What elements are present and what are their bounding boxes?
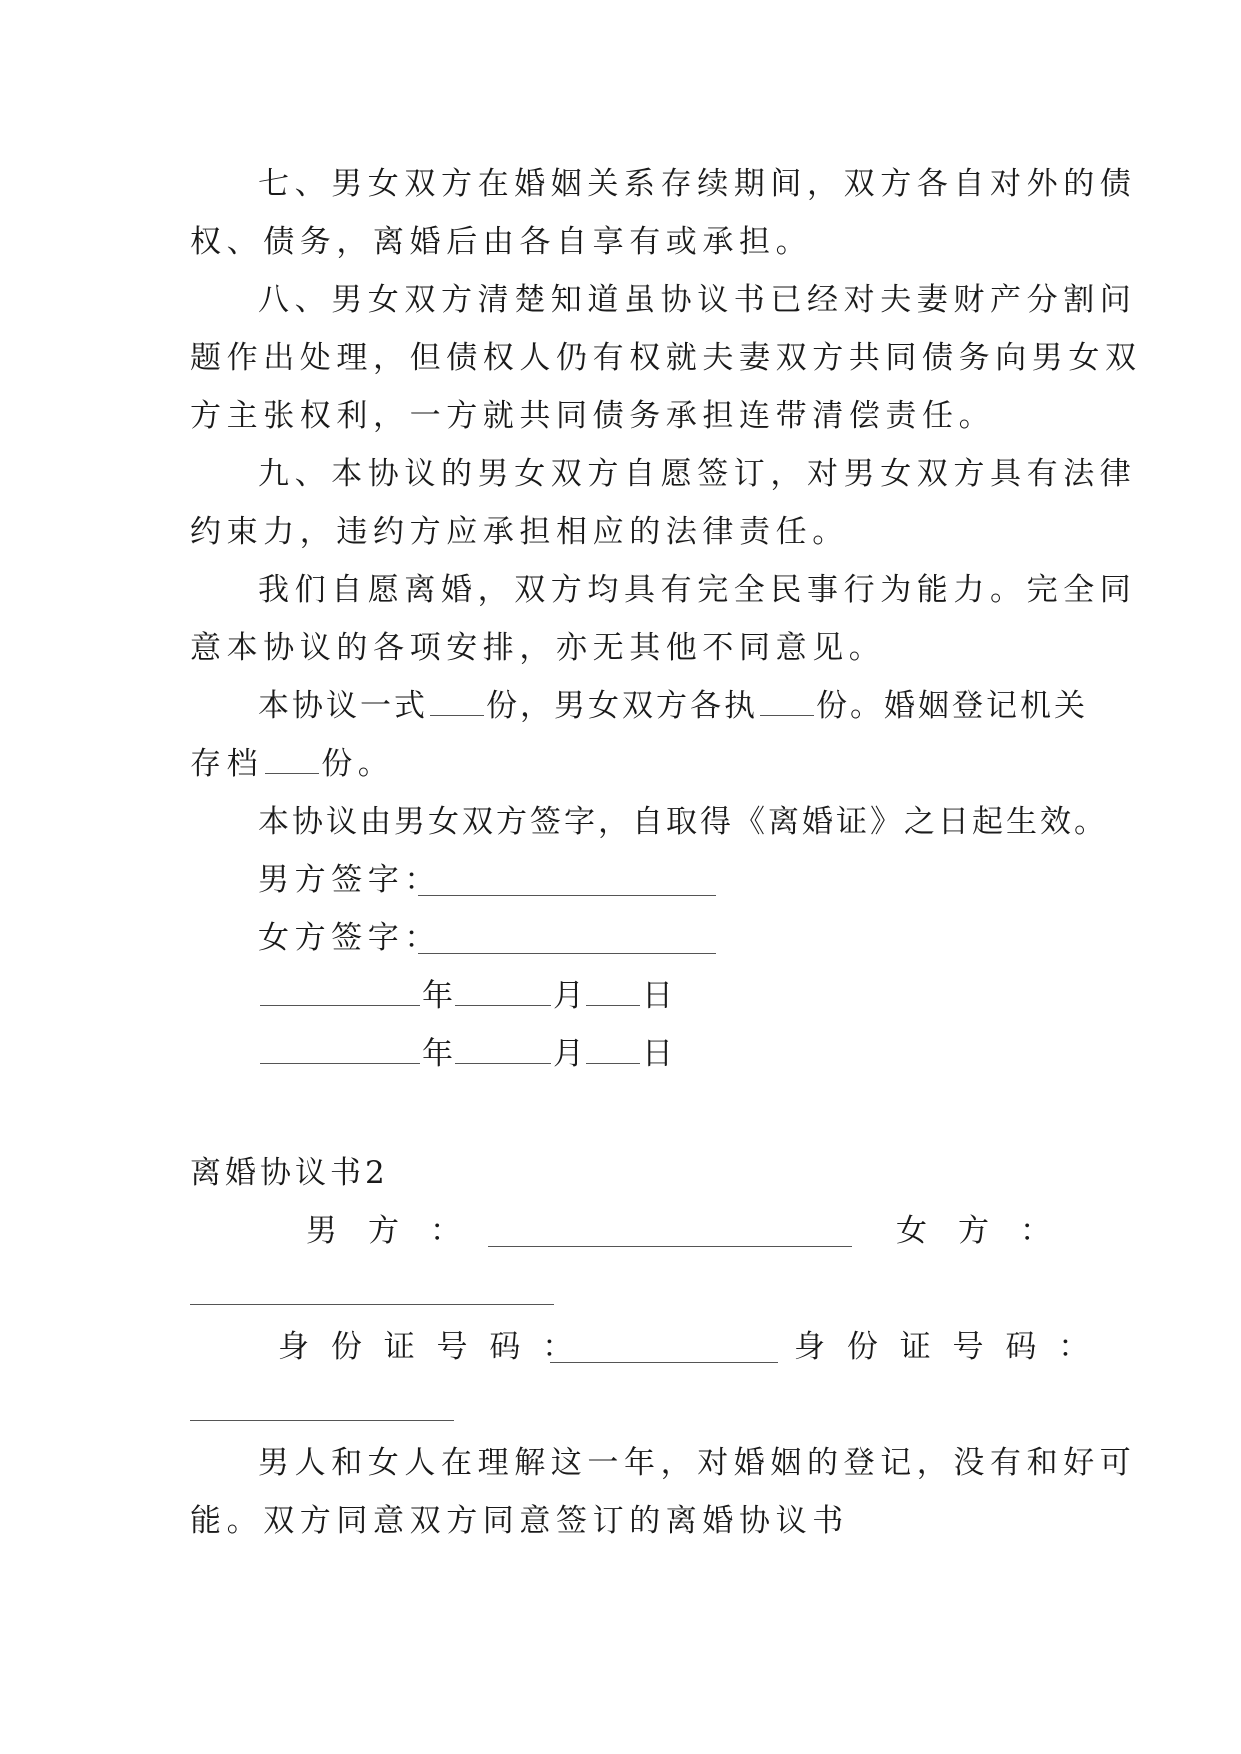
date-1-day: 日 bbox=[642, 978, 673, 1014]
copies-line-2 bbox=[190, 744, 394, 784]
copies-text-c: 份。婚姻登记机关 bbox=[816, 688, 1088, 724]
date-line-2 bbox=[258, 1034, 673, 1074]
paragraph-9-line-2: 约束力，违约方应承担相应的法律责任。 bbox=[190, 514, 849, 550]
date-2-day-blank[interactable] bbox=[586, 1037, 640, 1064]
female-id-line[interactable] bbox=[190, 1420, 454, 1421]
male-id-label: 身 份 证 号 码 ： bbox=[278, 1329, 580, 1365]
female-sign-label: 女方签字： bbox=[258, 920, 441, 956]
effect-line: 本协议由男女双方签字，自取得《离婚证》之日起生效。 bbox=[258, 804, 1108, 840]
date-1-month: 月 bbox=[553, 978, 584, 1014]
copies-blank-total[interactable] bbox=[430, 689, 484, 716]
copies-text-e: 份。 bbox=[321, 746, 395, 782]
final-line-2: 能。双方同意双方同意签订的离婚协议书 bbox=[190, 1503, 849, 1539]
date-2-month: 月 bbox=[553, 1036, 584, 1072]
female-id-label: 身 份 证 号 码 ： bbox=[794, 1329, 1096, 1365]
female-sign-line[interactable] bbox=[418, 953, 716, 954]
date-2-month-blank[interactable] bbox=[455, 1037, 551, 1064]
female-label: 女 方 ： bbox=[896, 1213, 1051, 1249]
male-label: 男 方 ： bbox=[306, 1213, 461, 1249]
copies-text-b: 份，男女双方各执 bbox=[486, 688, 758, 724]
date-2-year-blank[interactable] bbox=[260, 1037, 420, 1064]
voluntary-line-2: 意本协议的各项安排，亦无其他不同意见。 bbox=[190, 630, 886, 666]
female-name-line[interactable] bbox=[190, 1304, 554, 1305]
male-sign-label: 男方签字： bbox=[258, 862, 441, 898]
paragraph-9-line-1: 九、本协议的男女双方自愿签订，对男女双方具有法律 bbox=[258, 456, 1137, 492]
date-2-day: 日 bbox=[642, 1036, 673, 1072]
male-sign-line[interactable] bbox=[418, 895, 716, 896]
copies-text-a: 本协议一式 bbox=[258, 688, 428, 724]
male-id-line[interactable] bbox=[550, 1362, 778, 1363]
date-2-year: 年 bbox=[422, 1036, 453, 1072]
date-1-year-blank[interactable] bbox=[260, 979, 420, 1006]
paragraph-8-line-1: 八、男女双方清楚知道虽协议书已经对夫妻财产分割问 bbox=[258, 282, 1137, 318]
paragraph-8-line-2: 题作出处理，但债权人仍有权就夫妻双方共同债务向男女双 bbox=[190, 340, 1142, 376]
paragraph-7-line-1: 七、男女双方在婚姻关系存续期间，双方各自对外的债 bbox=[258, 166, 1137, 202]
date-1-month-blank[interactable] bbox=[455, 979, 551, 1006]
copies-text-d: 存档 bbox=[190, 746, 264, 782]
male-name-line[interactable] bbox=[488, 1246, 852, 1247]
date-line-1 bbox=[258, 976, 673, 1016]
paragraph-7-line-2: 权、债务，离婚后由各自享有或承担。 bbox=[190, 224, 813, 260]
voluntary-line-1: 我们自愿离婚，双方均具有完全民事行为能力。完全同 bbox=[258, 572, 1137, 608]
final-line-1: 男人和女人在理解这一年，对婚姻的登记，没有和好可 bbox=[258, 1445, 1137, 1481]
section-title-2: 离婚协议书2 bbox=[190, 1155, 389, 1191]
date-1-day-blank[interactable] bbox=[586, 979, 640, 1006]
paragraph-8-line-3: 方主张权利，一方就共同债务承担连带清偿责任。 bbox=[190, 398, 996, 434]
copies-blank-archive[interactable] bbox=[265, 747, 319, 774]
copies-line-1 bbox=[258, 686, 1088, 726]
date-1-year: 年 bbox=[422, 978, 453, 1014]
copies-blank-each[interactable] bbox=[760, 689, 814, 716]
